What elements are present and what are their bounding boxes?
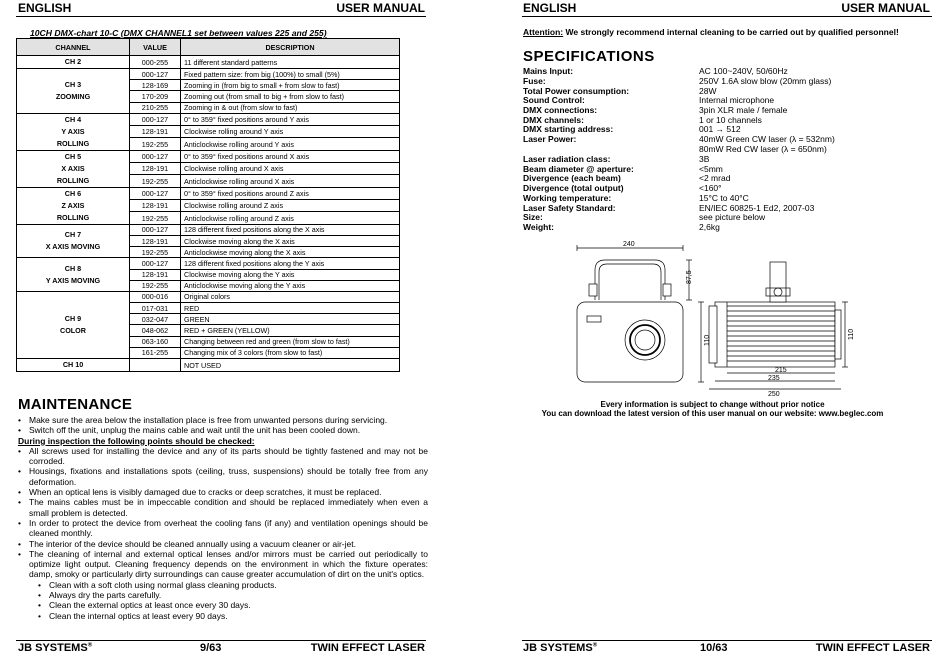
description-cell: GREEN bbox=[181, 314, 400, 325]
bullet-icon: • bbox=[18, 445, 21, 456]
bullet-icon: • bbox=[18, 497, 21, 508]
description-cell: Clockwise rolling around Z axis bbox=[181, 200, 400, 212]
value-cell: 000-127 bbox=[130, 187, 181, 199]
spec-label: Beam diameter @ aperture: bbox=[523, 164, 634, 174]
value-cell: 063-160 bbox=[130, 336, 181, 347]
front-view bbox=[577, 245, 704, 382]
list-item-text: In order to protect the device from overheat the cooling fans (if any) and ventilation openings should be cleaned monthly. bbox=[29, 517, 428, 539]
description-cell: 0° to 359° fixed positions around Y axis bbox=[181, 113, 400, 125]
description-cell: Changing between red and green (from slow to fast) bbox=[181, 336, 400, 347]
column-header-channel: CHANNEL bbox=[17, 39, 130, 56]
value-cell: 128-191 bbox=[130, 269, 181, 280]
footer-page-number: 10/63 bbox=[700, 642, 728, 654]
bullet-icon: • bbox=[18, 517, 21, 528]
description-cell: Zooming in & out (from slow to fast) bbox=[181, 102, 400, 113]
value-cell: 192-255 bbox=[130, 247, 181, 258]
table-row bbox=[17, 69, 400, 80]
bullet-icon: • bbox=[38, 590, 41, 601]
right-page bbox=[475, 0, 950, 654]
list-item-text: The mains cables must be in impeccable condition and should be replaced immediately when even a small problem is detected. bbox=[29, 497, 428, 518]
spec-label: Mains Input: bbox=[523, 66, 574, 76]
bullet-icon: • bbox=[18, 487, 21, 498]
list-item bbox=[18, 487, 428, 497]
dim-front-height: 110 bbox=[704, 334, 711, 346]
notice-line: Every information is subject to change without prior notice bbox=[600, 400, 825, 409]
value-cell bbox=[130, 359, 181, 372]
table-row bbox=[17, 291, 400, 302]
table-row bbox=[17, 359, 400, 372]
dim-front-width: 240 bbox=[623, 241, 635, 248]
list-item bbox=[18, 580, 428, 590]
value-cell: 192-255 bbox=[130, 138, 181, 150]
footer-product: TWIN EFFECT LASER bbox=[815, 642, 930, 654]
description-cell: 0° to 359° fixed positions around X axis bbox=[181, 150, 400, 162]
description-cell: Clockwise moving along the X axis bbox=[181, 235, 400, 246]
list-item-text: Clean the internal optics at least every 90 days. bbox=[49, 610, 228, 621]
footer-rule bbox=[16, 640, 426, 641]
footer-page-number: 9/63 bbox=[200, 642, 222, 654]
spec-label: Divergence (total output) bbox=[523, 183, 624, 193]
table-row bbox=[17, 224, 400, 235]
list-item bbox=[18, 497, 428, 518]
column-header-description: DESCRIPTION bbox=[181, 39, 400, 56]
maintenance-list bbox=[18, 415, 428, 621]
spec-value: 2,6kg bbox=[699, 222, 720, 232]
table-row bbox=[17, 187, 400, 199]
header-rule bbox=[522, 16, 932, 17]
spec-value: 1 or 10 channels bbox=[699, 115, 762, 125]
dim-235: 235 bbox=[768, 375, 780, 382]
description-cell: RED bbox=[181, 303, 400, 314]
spec-label: Weight: bbox=[523, 222, 555, 232]
dim-bracket: 87,5 bbox=[686, 270, 693, 284]
bullet-icon: • bbox=[18, 415, 21, 425]
value-cell: 128-191 bbox=[130, 126, 181, 138]
spec-row bbox=[523, 105, 923, 115]
spec-row bbox=[523, 134, 923, 144]
inspection-heading: During inspection the following points should be checked: bbox=[18, 435, 255, 446]
description-cell: Zooming in (from big to small + from slow to fast) bbox=[181, 80, 400, 91]
maintenance-title: MAINTENANCE bbox=[18, 396, 133, 413]
description-cell: 128 different fixed positions along the X axis bbox=[181, 224, 400, 235]
spec-row bbox=[523, 124, 923, 134]
bullet-icon: • bbox=[38, 600, 41, 611]
spec-label: DMX channels: bbox=[523, 115, 584, 125]
description-cell: 128 different fixed positions along the Y axis bbox=[181, 258, 400, 269]
description-cell: Anticlockwise rolling around X axis bbox=[181, 175, 400, 187]
bullet-icon: • bbox=[18, 538, 21, 549]
bullet-icon: • bbox=[38, 579, 41, 590]
list-item bbox=[18, 425, 428, 435]
spec-row bbox=[523, 154, 923, 164]
value-cell: 048-062 bbox=[130, 325, 181, 336]
channel-cell: CH 4 Y AXIS ROLLING bbox=[17, 113, 130, 150]
list-item bbox=[18, 590, 428, 600]
column-header-value: VALUE bbox=[130, 39, 181, 56]
spec-row bbox=[523, 173, 923, 183]
list-item-text: Make sure the area below the installation place is free from unwanted persons during servicing. bbox=[29, 415, 388, 425]
description-cell: Fixed pattern size: from big (100%) to small (5%) bbox=[181, 69, 400, 80]
channel-cell: CH 8 Y AXIS MOVING bbox=[17, 258, 130, 292]
spec-value: 3pin XLR male / female bbox=[699, 105, 788, 115]
spec-row bbox=[523, 66, 923, 76]
value-cell: 000-127 bbox=[130, 113, 181, 125]
spec-label: DMX connections: bbox=[523, 105, 598, 115]
spec-label: Divergence (each beam) bbox=[523, 173, 621, 183]
bullet-icon: • bbox=[18, 466, 21, 477]
dim-250: 250 bbox=[768, 391, 780, 398]
download-line: You can download the latest version of this user manual on our website: www.beglec.com bbox=[541, 409, 884, 418]
dmx-chart-table bbox=[16, 38, 400, 372]
spec-value: EN/IEC 60825-1 Ed2, 2007-03 bbox=[699, 203, 815, 213]
list-item-text: Switch off the unit, unplug the mains cable and wait until the unit has been cooled down. bbox=[29, 425, 361, 436]
bullet-icon: • bbox=[18, 425, 21, 436]
list-item-text: When an optical lens is visibly damaged due to cracks or deep scratches, it must be replaced. bbox=[29, 487, 382, 498]
list-item-text: Always dry the parts carefully. bbox=[49, 590, 162, 601]
spec-value: see picture below bbox=[699, 212, 766, 222]
spec-label: Laser Safety Standard: bbox=[523, 203, 616, 213]
list-item bbox=[18, 600, 428, 610]
channel-cell: CH 9 COLOR bbox=[17, 291, 130, 358]
value-cell: 170-209 bbox=[130, 91, 181, 102]
spec-row bbox=[523, 222, 923, 232]
dim-215: 215 bbox=[775, 367, 787, 374]
description-cell: Clockwise rolling around X axis bbox=[181, 163, 400, 175]
value-cell: 128-191 bbox=[130, 235, 181, 246]
list-item-text: All screws used for installing the device and any of its parts should be tightly fastened and may not be corroded. bbox=[29, 445, 428, 467]
value-cell: 128-169 bbox=[130, 80, 181, 91]
specifications-title: SPECIFICATIONS bbox=[523, 48, 655, 65]
spec-value: 28W bbox=[699, 86, 717, 96]
list-item-text: The interior of the device should be cleaned annually using a vacuum cleaner or air-jet. bbox=[29, 538, 356, 549]
list-item bbox=[18, 466, 428, 487]
header-title: USER MANUAL bbox=[336, 1, 425, 15]
list-item-text: The cleaning of internal and external optical lenses and/or mirrors must be carried out periodically to optimize light output. Cleaning frequency depends on the environment in which the fixture operates: damp, smoky or particularly dirty surroundings can cause greater accumulation of dirt on the unit's optics. bbox=[29, 548, 428, 580]
list-item bbox=[18, 549, 428, 580]
attention-note: Attention: We strongly recommend internal cleaning to be carried out by qualified personnel! bbox=[523, 27, 899, 37]
list-item bbox=[18, 446, 428, 467]
footer-product: TWIN EFFECT LASER bbox=[310, 642, 425, 654]
value-cell: 000-255 bbox=[130, 56, 181, 69]
value-cell: 128-191 bbox=[130, 200, 181, 212]
spec-value: 001 → 512 bbox=[699, 124, 741, 134]
list-item-text: Housings, fixations and installations spots (ceiling, truss, suspensions) should be totally free from any deformation. bbox=[29, 466, 428, 487]
description-cell: NOT USED bbox=[181, 359, 400, 372]
description-cell: Changing mix of 3 colors (from slow to fast) bbox=[181, 347, 400, 358]
list-item-text: Clean the external optics at least once every 30 days. bbox=[49, 600, 251, 611]
spec-value: <5mm bbox=[699, 164, 723, 174]
table-row bbox=[17, 258, 400, 269]
list-item bbox=[18, 539, 428, 549]
spec-value: <2 mrad bbox=[699, 173, 731, 183]
value-cell: 000-127 bbox=[130, 224, 181, 235]
list-item bbox=[18, 518, 428, 539]
description-cell: Anticlockwise moving along the Y axis bbox=[181, 280, 400, 291]
value-cell: 192-255 bbox=[130, 280, 181, 291]
description-cell: Anticlockwise rolling around Y axis bbox=[181, 138, 400, 150]
list-item-text: Clean with a soft cloth using normal glass cleaning products. bbox=[49, 579, 277, 590]
footer-brand: JB SYSTEMS® bbox=[523, 642, 598, 654]
description-cell: Zooming out (from small to big + from slow to fast) bbox=[181, 91, 400, 102]
spec-value: Internal microphone bbox=[699, 95, 775, 105]
spec-value: AC 100~240V, 50/60Hz bbox=[699, 66, 788, 76]
bullet-icon: • bbox=[38, 610, 41, 621]
channel-cell: CH 10 bbox=[17, 359, 130, 372]
spec-value: 40mW Green CW laser (λ = 532nm) bbox=[699, 134, 835, 144]
spec-label: Size: bbox=[523, 212, 543, 222]
table-row bbox=[17, 56, 400, 69]
description-cell: Anticlockwise rolling around Z axis bbox=[181, 212, 400, 224]
spec-label: Working temperature: bbox=[523, 193, 612, 203]
table-row bbox=[17, 150, 400, 162]
description-cell: 11 different standard patterns bbox=[181, 56, 400, 69]
channel-cell: CH 5 X AXIS ROLLING bbox=[17, 150, 130, 187]
value-cell: 017-031 bbox=[130, 303, 181, 314]
spec-label: Laser Power: bbox=[523, 134, 577, 144]
table-title: 10CH DMX-chart 10-C (DMX CHANNEL1 set between values 225 and 255) bbox=[30, 28, 327, 38]
bullet-icon: • bbox=[18, 548, 21, 559]
footer-rule bbox=[522, 640, 932, 641]
description-cell: 0° to 359° fixed positions around Z axis bbox=[181, 187, 400, 199]
value-cell: 032-047 bbox=[130, 314, 181, 325]
spec-row bbox=[523, 212, 923, 222]
channel-cell: CH 3 ZOOMING bbox=[17, 69, 130, 114]
value-cell: 128-191 bbox=[130, 163, 181, 175]
spec-label: Laser radiation class: bbox=[523, 154, 611, 164]
header-language: ENGLISH bbox=[18, 1, 72, 15]
table-header-row bbox=[17, 39, 400, 56]
spec-value: 3B bbox=[699, 154, 710, 164]
header-language: ENGLISH bbox=[523, 1, 577, 15]
description-cell: Original colors bbox=[181, 291, 400, 302]
spec-row bbox=[523, 193, 923, 203]
value-cell: 000-127 bbox=[130, 150, 181, 162]
spec-label: Fuse: bbox=[523, 76, 546, 86]
description-cell: Clockwise moving along the Y axis bbox=[181, 269, 400, 280]
spec-label: Sound Control: bbox=[523, 95, 585, 105]
spec-value: 80mW Red CW laser (λ = 650nm) bbox=[699, 144, 827, 154]
list-item bbox=[18, 611, 428, 621]
spec-label: DMX starting address: bbox=[523, 124, 614, 134]
spec-row bbox=[523, 76, 923, 86]
value-cell: 192-255 bbox=[130, 212, 181, 224]
footer-brand: JB SYSTEMS® bbox=[18, 642, 93, 654]
value-cell: 000-127 bbox=[130, 69, 181, 80]
value-cell: 161-255 bbox=[130, 347, 181, 358]
header-title: USER MANUAL bbox=[841, 1, 930, 15]
header-rule bbox=[16, 16, 426, 17]
spec-row bbox=[523, 95, 923, 105]
value-cell: 192-255 bbox=[130, 175, 181, 187]
spec-value: 250V 1.6A slow blow (20mm glass) bbox=[699, 76, 832, 86]
spec-value: <160° bbox=[699, 183, 722, 193]
description-cell: RED + GREEN (YELLOW) bbox=[181, 325, 400, 336]
dimension-drawing bbox=[565, 240, 865, 400]
channel-cell: CH 6 Z AXIS ROLLING bbox=[17, 187, 130, 224]
value-cell: 000-127 bbox=[130, 258, 181, 269]
dim-side-height: 110 bbox=[848, 328, 855, 340]
value-cell: 000-016 bbox=[130, 291, 181, 302]
description-cell: Clockwise rolling around Y axis bbox=[181, 126, 400, 138]
channel-cell: CH 2 bbox=[17, 56, 130, 69]
spec-row bbox=[523, 183, 923, 193]
spec-label: Total Power consumption: bbox=[523, 86, 630, 96]
description-cell: Anticlockwise moving along the X axis bbox=[181, 247, 400, 258]
list-item bbox=[18, 415, 428, 425]
spec-row bbox=[523, 144, 923, 154]
spec-value: 15°C to 40°C bbox=[699, 193, 749, 203]
table-row bbox=[17, 113, 400, 125]
value-cell: 210-255 bbox=[130, 102, 181, 113]
channel-cell: CH 7 X AXIS MOVING bbox=[17, 224, 130, 258]
